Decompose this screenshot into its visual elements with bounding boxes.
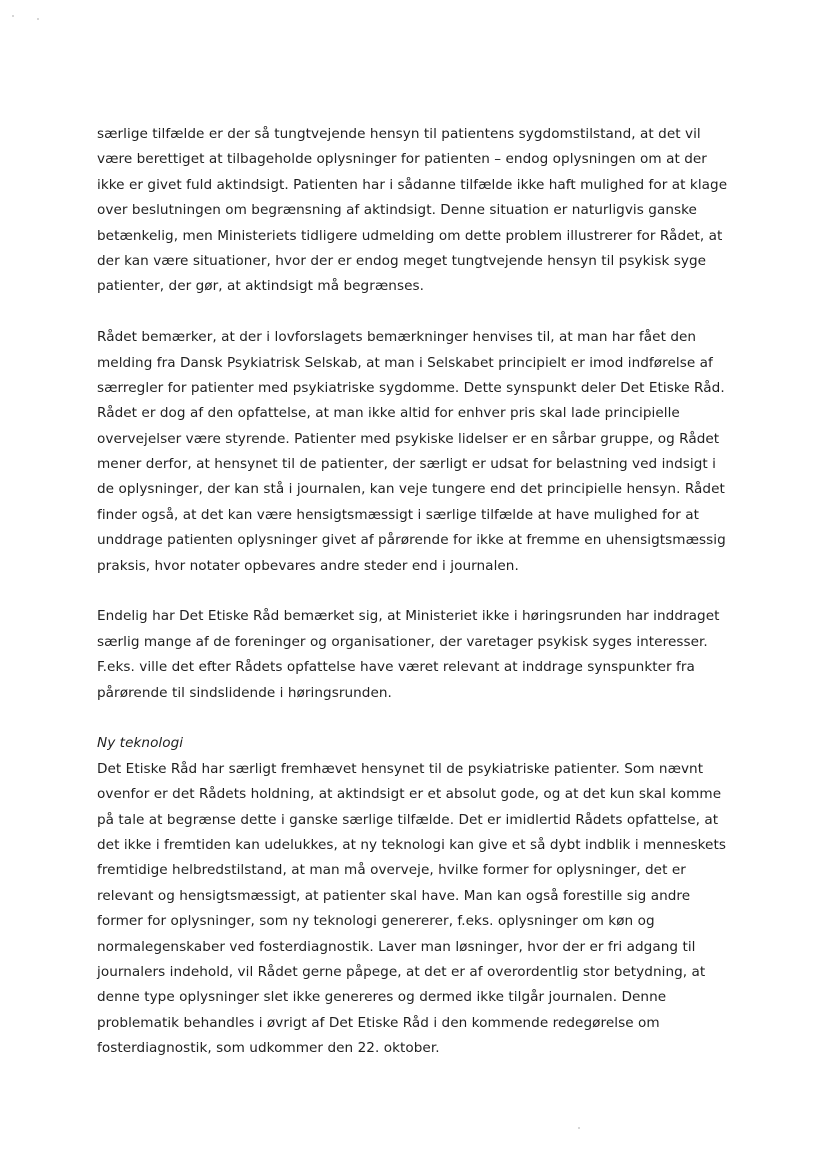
- scan-speck: [37, 18, 39, 20]
- section-heading: Ny teknologi: [97, 735, 184, 752]
- text-line: betænkelig, men Ministeriets tidligere udmelding om dette problem illustrerer for Rådet, at: [97, 227, 723, 244]
- text-line: over beslutningen om begrænsning af aktindsigt. Denne situation er naturligvis ganske: [97, 202, 697, 219]
- text-line: praksis, hvor notater opbevares andre steder end i journalen.: [97, 557, 519, 574]
- text-line: særlige tilfælde er der så tungtvejende hensyn til patientens sygdomstilstand, at det vil: [97, 126, 701, 142]
- text-line: ikke er givet fuld aktindsigt. Patienten har i sådanne tilfælde ikke haft mulighed for at klage: [97, 176, 728, 193]
- text-line: relevant og hensigtsmæssigt, at patienter skal have. Man kan også forestille sig andre: [97, 887, 691, 904]
- text-line: særregler for patienter med psykiatriske sygdomme. Dette synspunkt deler Det Etiske Råd.: [97, 379, 725, 396]
- text-line: Rådet er dog af den opfattelse, at man ikke altid for enhver pris skal lade principielle: [97, 405, 680, 422]
- text-line: mener derfor, at hensynet til de patienter, der særligt er udsat for belastning ved indsigt i: [97, 456, 716, 473]
- scan-speck: [578, 1127, 580, 1129]
- text-line: Det Etiske Råd har særligt fremhævet hensynet til de psykiatriske patienter. Som nævnt: [97, 760, 704, 777]
- text-line: Endelig har Det Etiske Råd bemærket sig, at Ministeriet ikke i høringsrunden har inddraget: [97, 608, 720, 625]
- text-line: overvejelser være styrende. Patienter med psykiske lidelser er en sårbar gruppe, og Rådet: [97, 430, 720, 447]
- section-ny-teknologi: [97, 731, 797, 1061]
- text-line: normalegenskaber ved fosterdiagnostik. Laver man løsninger, hvor der er fri adgang til: [97, 938, 696, 955]
- text-line: pårørende til sindslidende i høringsrunden.: [97, 684, 392, 701]
- text-line: F.eks. ville det efter Rådets opfattelse have været relevant at inddrage synspunkter fra: [97, 659, 695, 676]
- text-line: fremtidige helbredstilstand, at man må overveje, hvilke former for oplysninger, det er: [97, 862, 686, 879]
- text-line: fosterdiagnostik, som udkommer den 22. oktober.: [97, 1040, 440, 1057]
- paragraph-3: [97, 604, 797, 706]
- text-line: finder også, at det kan være hensigtsmæssigt i særlige tilfælde at have mulighed for at: [97, 506, 700, 523]
- paragraph-2: [97, 325, 797, 579]
- text-line: denne type oplysninger slet ikke genereres og dermed ikke tilgår journalen. Denne: [97, 989, 667, 1006]
- text-line: ovenfor er det Rådets holdning, at aktindsigt er et absolut gode, og at det kun skal komme: [97, 786, 722, 803]
- paragraph-gap: [97, 706, 797, 731]
- scan-speck: [12, 15, 14, 17]
- document-body: [97, 122, 797, 1061]
- text-line: særlig mange af de foreninger og organisationer, der varetager psykisk syges interesser.: [97, 633, 708, 650]
- paragraph-gap: [97, 300, 797, 325]
- text-line: former for oplysninger, som ny teknologi genererer, f.eks. oplysninger om køn og: [97, 913, 655, 930]
- text-line: melding fra Dansk Psykiatrisk Selskab, at man i Selskabet principielt er imod indførelse af: [97, 354, 713, 371]
- text-line: patienter, der gør, at aktindsigt må begrænses.: [97, 278, 424, 295]
- text-line: det ikke i fremtiden kan udelukkes, at ny teknologi kan give et så dybt indblik i menneskets: [97, 836, 726, 853]
- text-line: være berettiget at tilbageholde oplysninger for patienten – endog oplysningen om at der: [97, 151, 707, 168]
- text-line: der kan være situationer, hvor der er endog meget tungtvejende hensyn til psykisk syge: [97, 252, 707, 269]
- paragraph-1: [97, 122, 797, 300]
- text-line: de oplysninger, der kan stå i journalen, kan veje tungere end det principielle hensyn. Rådet: [97, 481, 725, 498]
- text-line: Rådet bemærker, at der i lovforslagets bemærkninger henvises til, at man har fået den: [97, 329, 697, 346]
- text-line: problematik behandles i øvrigt af Det Etiske Råd i den kommende redegørelse om: [97, 1014, 660, 1031]
- text-line: på tale at begrænse dette i ganske særlige tilfælde. Det er imidlertid Rådets opfattelse, at: [97, 811, 719, 828]
- text-line: journalers indehold, vil Rådet gerne påpege, at det er af overordentlig stor betydning, at: [97, 963, 706, 980]
- text-line: unddrage patienten oplysninger givet af pårørende for ikke at fremme en uhensigtsmæssig: [97, 532, 726, 549]
- paragraph-gap: [97, 579, 797, 604]
